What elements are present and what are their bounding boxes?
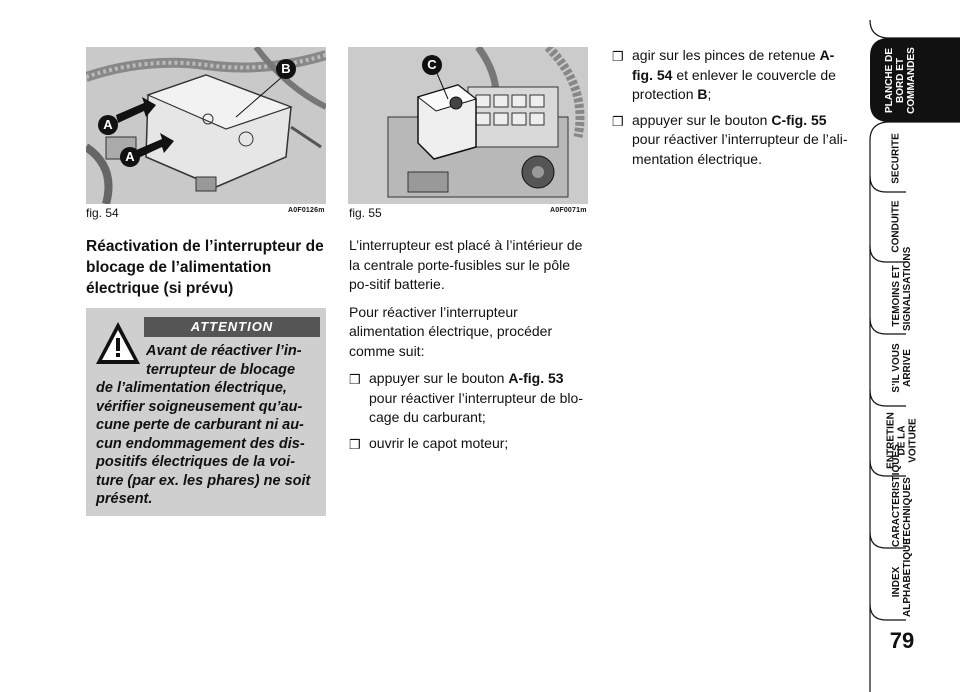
section-heading: Réactivation de l’interrupteur de blocage de l’alimentation électrique (si prévu): [86, 238, 324, 297]
bullet-remove-cover: [612, 46, 854, 105]
right-column: [612, 46, 854, 175]
warning-line-2: terrupteur de blocage: [146, 361, 296, 378]
middle-column: [349, 236, 589, 459]
figure-54-caption: fig. 54: [86, 206, 119, 220]
bullet-open-hood: [349, 434, 589, 454]
tab-planche-de-bord[interactable]: [870, 46, 930, 114]
figure-55-caption: fig. 55: [349, 206, 382, 220]
bullet-text: ouvrir le capot moteur;: [369, 434, 509, 451]
bullet-text: agir sur les pinces de retenue: [632, 47, 820, 63]
warning-title: ATTENTION: [144, 317, 320, 337]
checkbox-bullet-icon: ❒: [612, 113, 624, 129]
tab-conduite[interactable]: [866, 196, 926, 256]
tab-label-text: CONDUITE: [890, 199, 902, 253]
tab-index[interactable]: [872, 538, 932, 617]
tab-label-text: CARACTERISTIQUES TECHNIQUES: [891, 444, 913, 547]
tab-label-text: SECURITE: [890, 132, 902, 184]
bullet-press-button-a: [349, 369, 589, 428]
page-number: 79: [889, 628, 915, 653]
figure-55-code: A0F0071m: [550, 207, 587, 214]
bullet-text: appuyer sur le bouton: [369, 370, 509, 386]
bullet-text: pour réactiver l’interrupteur de l’ali-mentation électrique.: [632, 131, 848, 167]
tab-label-text: TEMOINS ET SIGNALISATIONS: [891, 246, 913, 331]
tab-caracteristiques[interactable]: [872, 444, 932, 547]
part-reference: B: [697, 86, 708, 102]
bullet-text: ;: [707, 86, 712, 102]
warning-line-1: Avant de réactiver l’in-: [146, 343, 302, 359]
callout-c: C: [422, 55, 442, 75]
bullet-press-button-c: [612, 111, 854, 170]
tab-label-text: INDEX ALPHABETIQUE: [891, 538, 913, 617]
tab-securite[interactable]: [866, 128, 926, 188]
checkbox-bullet-icon: ❒: [349, 436, 361, 452]
bullet-text: et enlever le couvercle de protection: [632, 66, 836, 102]
tab-temoins[interactable]: [872, 246, 932, 331]
tab-sil-vous-arrive[interactable]: [872, 338, 932, 398]
warning-rest: de l’alimentation électrique, vérifier soigneusement qu’au-cune perte de carburant ni au-cun endommagement des dis-positifs électriques de la voi-ture (par ex. les phares) ne soit présent.: [96, 380, 311, 507]
checkbox-bullet-icon: ❒: [612, 49, 624, 64]
figure-reference: C-fig. 55: [771, 111, 827, 128]
checkbox-bullet-icon: ❒: [349, 372, 361, 387]
tab-label-text: ENTRETIEN DE LA VOITURE: [885, 411, 919, 469]
bullet-text: appuyer sur le bouton: [632, 111, 772, 128]
callout-a-upper: A: [98, 115, 118, 135]
paragraph-location: L’interrupteur est placé à l’intérieur de la centrale porte-fusibles sur le pôle po-sitif batterie.: [349, 237, 583, 292]
callout-b: B: [276, 59, 296, 79]
bullet-text: pour réactiver l’interrupteur de blo-cage du carburant;: [369, 389, 583, 425]
figure-55-image: [348, 47, 588, 204]
tab-label-text: S’IL VOUS ARRIVE: [891, 343, 913, 393]
warning-text: [96, 342, 322, 509]
tab-entretien[interactable]: [872, 410, 932, 470]
warning-box: [86, 308, 326, 516]
callout-a-lower: A: [120, 147, 140, 167]
figure-reference: A-fig. 54: [632, 47, 835, 83]
figure-54-image: [86, 47, 326, 204]
paragraph-procedure: Pour réactiver l’interrupteur alimentation électrique, procéder comme suit:: [349, 303, 553, 359]
tab-label-text: PLANCHE DE BORD ET COMMANDES: [883, 46, 917, 114]
figure-54-code: A0F0126m: [288, 207, 325, 214]
figure-reference: A-fig. 53: [508, 370, 564, 386]
